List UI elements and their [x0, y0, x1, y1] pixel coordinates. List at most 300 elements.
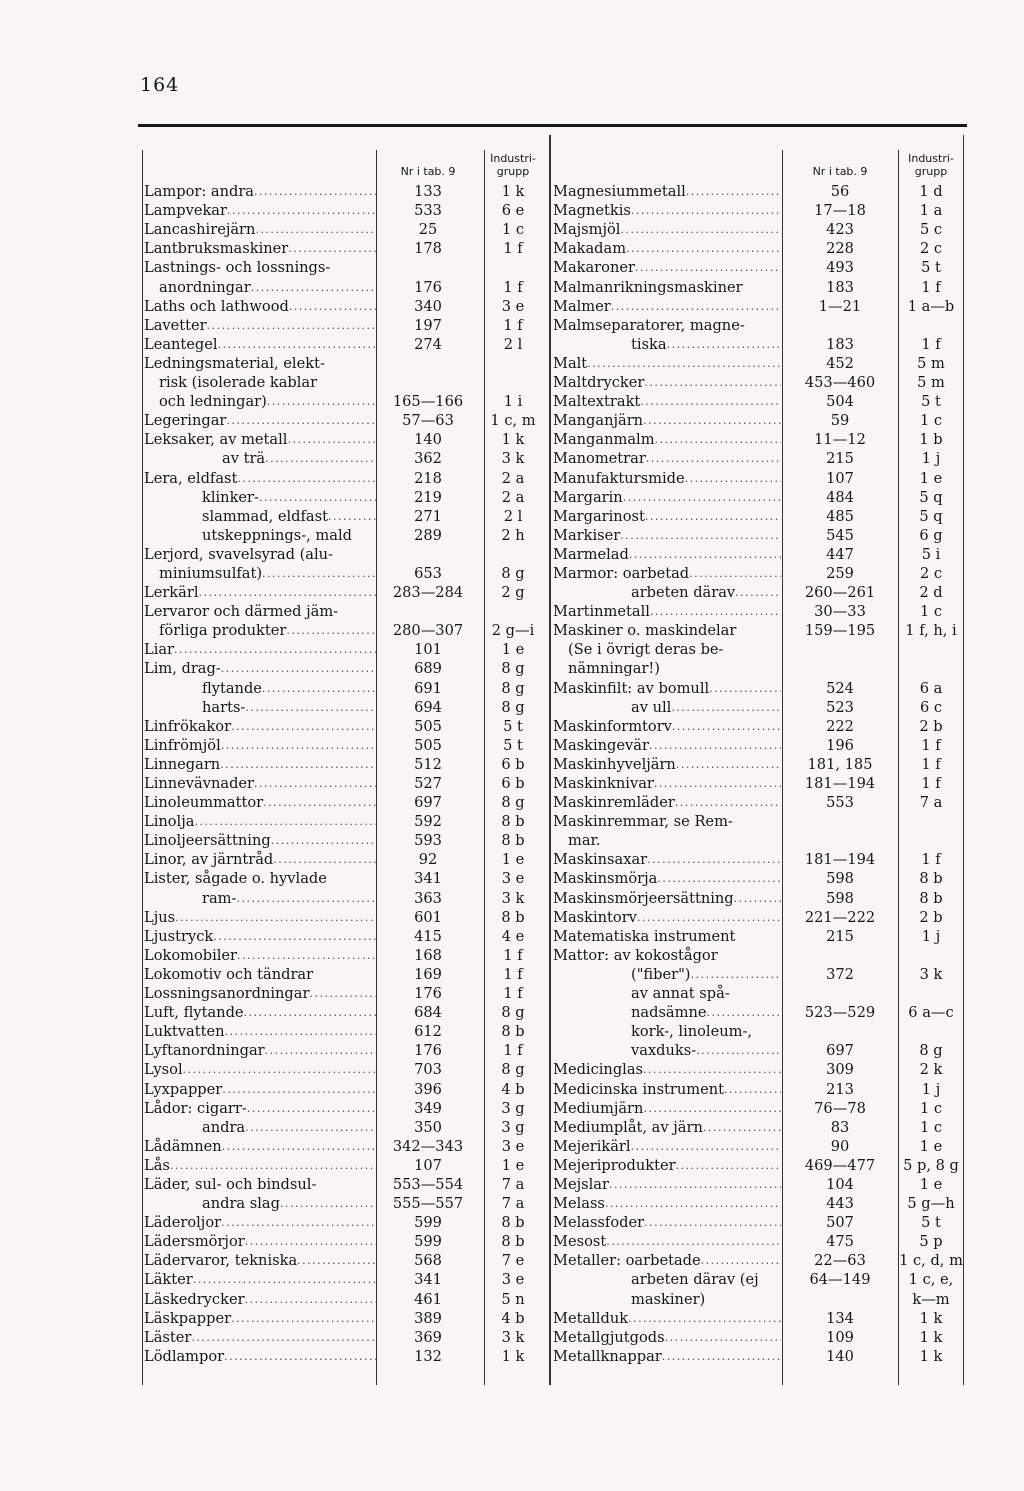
entry-nr: 694	[414, 698, 442, 716]
entry-nr: 17—18	[814, 202, 866, 220]
entry-grupp: 7 e	[501, 1252, 525, 1270]
entry-term-text: Ljustryck	[144, 927, 214, 945]
index-entry	[144, 927, 549, 946]
dot-leader	[254, 182, 376, 201]
entry-term-text: kork-, linoleum-,	[631, 1023, 753, 1041]
entry-term	[553, 583, 781, 602]
entry-term-text: andra	[202, 1118, 246, 1136]
entry-term	[144, 831, 376, 850]
entry-term	[144, 812, 376, 831]
left-header-nr: Nr i tab. 9	[400, 165, 456, 178]
entry-nr: 592	[414, 813, 442, 831]
dot-leader	[237, 946, 376, 965]
entry-term-text: Margarin	[553, 488, 623, 506]
index-entry	[144, 717, 549, 736]
entry-term	[144, 774, 376, 793]
entry-grupp: 2 a	[501, 469, 525, 487]
entry-grupp: 1 b	[919, 431, 943, 449]
entry-term	[144, 258, 376, 277]
entry-grupp: 2 h	[501, 526, 525, 544]
entry-term-text: Lossningsanordningar	[144, 985, 310, 1003]
entry-term-text: Magnetkis	[553, 202, 631, 220]
entry-grupp: 6 a	[919, 679, 943, 697]
entry-nr: 505	[414, 717, 442, 735]
entry-grupp: 3 k	[501, 889, 525, 907]
entry-nr: 568	[414, 1252, 442, 1270]
entry-term-text: Legeringar	[144, 412, 227, 430]
entry-term-text: Majsmjöl	[553, 221, 621, 239]
index-entry	[144, 373, 549, 392]
entry-nr: 553	[826, 794, 854, 812]
entry-nr: 475	[826, 1233, 854, 1251]
entry-term	[553, 201, 781, 220]
dot-leader	[657, 869, 781, 888]
entry-term	[144, 908, 376, 927]
index-entry	[553, 1289, 965, 1308]
entry-nr: 461	[414, 1290, 442, 1308]
entry-nr: 283—284	[392, 584, 464, 602]
entry-term	[553, 869, 781, 888]
entry-grupp: 8 b	[501, 1233, 525, 1251]
dot-leader	[265, 1041, 376, 1060]
entry-term	[553, 984, 781, 1003]
dot-leader	[231, 1309, 376, 1328]
entry-nr: 176	[414, 1042, 442, 1060]
entry-term-text: Lancashirejärn	[144, 221, 256, 239]
entry-nr: 342—343	[392, 1137, 464, 1155]
left-header-row	[144, 140, 549, 182]
entry-term	[144, 1213, 376, 1232]
entry-grupp: 1 f	[503, 965, 523, 983]
entry-term-text: nadsämne	[631, 1004, 707, 1022]
entry-term-text: (Se i övrigt deras be-	[568, 641, 724, 659]
index-entry	[144, 1194, 549, 1213]
entry-grupp: 5 t	[921, 1214, 941, 1232]
entry-term-text: Mejerikärl	[553, 1137, 631, 1155]
entry-nr: 485	[826, 507, 854, 525]
entry-nr: 362	[414, 450, 442, 468]
index-entry	[144, 1270, 549, 1289]
entry-term-text: Lister, sågade o. hyvlade	[144, 870, 327, 888]
entry-term-text: Liar	[144, 641, 175, 659]
entry-term	[553, 1251, 781, 1270]
index-entry	[144, 564, 549, 583]
entry-grupp: 5 p, 8 g	[903, 1156, 959, 1174]
entry-grupp: 2 b	[919, 717, 943, 735]
dot-leader	[237, 469, 376, 488]
entry-nr: 524	[826, 679, 854, 697]
entry-grupp: 8 b	[501, 832, 525, 850]
entry-term-text: Lödlampor	[144, 1347, 225, 1365]
entry-grupp: 1 k	[501, 431, 525, 449]
entry-grupp: k—m	[912, 1290, 950, 1308]
index-entry	[144, 602, 549, 621]
entry-term	[553, 1347, 781, 1366]
dot-leader	[662, 1347, 781, 1366]
rule-right-nr	[898, 150, 899, 1385]
dot-leader	[236, 889, 376, 908]
dot-leader	[251, 278, 376, 297]
entry-term-text: Martinmetall	[553, 603, 650, 621]
entry-term-text: arbeten därav (ej	[631, 1271, 759, 1289]
entry-grupp: 8 b	[501, 1023, 525, 1041]
entry-term	[553, 1290, 781, 1309]
entry-nr: 196	[826, 736, 854, 754]
entry-term	[144, 1347, 376, 1366]
entry-nr: 493	[826, 259, 854, 277]
entry-term	[553, 793, 781, 812]
entry-term-text: harts-	[202, 698, 246, 716]
rule-left-edge	[142, 150, 143, 1385]
entry-term	[144, 850, 376, 869]
entry-grupp: 5 i	[921, 545, 941, 563]
entry-nr: 260—261	[804, 584, 876, 602]
entry-grupp: 1 c, m	[490, 412, 536, 430]
entry-nr: 22—63	[814, 1252, 866, 1270]
entry-grupp: 3 k	[501, 1328, 525, 1346]
entry-grupp: 3 k	[501, 450, 525, 468]
dot-leader	[623, 488, 781, 507]
entry-nr: 228	[826, 240, 854, 258]
entry-nr: 1—21	[818, 297, 862, 315]
entry-grupp: 8 b	[501, 908, 525, 926]
index-entry	[144, 908, 549, 927]
entry-term	[144, 927, 376, 946]
index-entry	[144, 850, 549, 869]
dot-leader	[707, 1003, 781, 1022]
index-entry	[553, 1251, 965, 1270]
entry-term-text: Läderoljor	[144, 1214, 222, 1232]
index-entry	[144, 736, 549, 755]
index-entry	[144, 1213, 549, 1232]
entry-term	[144, 1270, 376, 1289]
entry-term	[144, 182, 376, 201]
entry-term	[553, 1213, 781, 1232]
entry-grupp: 1 j	[921, 1080, 941, 1098]
entry-term-text: Linfrömjöl	[144, 736, 221, 754]
entry-term	[553, 488, 781, 507]
entry-nr: 469—477	[804, 1156, 876, 1174]
entry-grupp: 3 g	[501, 1118, 525, 1136]
entry-nr: 134	[826, 1309, 854, 1327]
entry-nr: 213	[826, 1080, 854, 1098]
entry-term	[144, 220, 376, 239]
entry-grupp: 2 g	[501, 584, 525, 602]
entry-term	[553, 1156, 781, 1175]
entry-nr: 56	[830, 183, 850, 201]
entry-grupp: 5 g—h	[907, 1195, 955, 1213]
index-entry	[144, 1175, 549, 1194]
index-entry	[144, 335, 549, 354]
entry-term-text: Marmor: oarbetad	[553, 564, 690, 582]
entry-nr: 30—33	[814, 603, 866, 621]
entry-term-text: Maskinsmörja	[553, 870, 658, 888]
page-number: 164	[140, 74, 180, 96]
index-entry	[553, 1099, 965, 1118]
entry-term	[553, 946, 781, 965]
dot-leader	[222, 1080, 376, 1099]
entry-grupp: 6 c	[919, 698, 943, 716]
entry-term	[144, 1003, 376, 1022]
entry-term	[553, 1080, 781, 1099]
entry-grupp: 8 g	[501, 564, 525, 582]
entry-term-text: Metaller: oarbetade	[553, 1252, 701, 1270]
entry-term	[553, 258, 781, 277]
dot-leader	[645, 507, 781, 526]
index-entry	[553, 812, 965, 831]
entry-term	[553, 736, 781, 755]
entry-term-text: Metallknappar	[553, 1347, 662, 1365]
entry-term-text: Maskingevär	[553, 736, 649, 754]
entry-term	[553, 392, 781, 411]
dot-leader	[287, 430, 376, 449]
entry-term-text: maskiner)	[631, 1290, 706, 1308]
dot-leader	[640, 392, 781, 411]
entry-nr: 169	[414, 965, 442, 983]
index-entry	[553, 984, 965, 1003]
left-entries	[144, 182, 549, 1366]
dot-leader	[221, 659, 376, 678]
entry-term	[553, 564, 781, 583]
entry-grupp: 6 a—c	[908, 1004, 954, 1022]
entry-nr: 165—166	[392, 393, 464, 411]
entry-term	[144, 335, 376, 354]
index-entry	[553, 1118, 965, 1137]
entry-term	[144, 1175, 376, 1194]
dot-leader	[191, 1328, 376, 1347]
index-entry	[144, 1003, 549, 1022]
entry-grupp: 5 n	[501, 1290, 525, 1308]
index-entry	[144, 468, 549, 487]
entry-grupp: 2 c	[919, 240, 943, 258]
entry-term	[144, 392, 376, 411]
index-entry	[553, 1003, 965, 1022]
entry-term	[144, 564, 376, 583]
entry-term	[144, 965, 376, 984]
dot-leader	[676, 1156, 781, 1175]
entry-grupp: 1 f	[921, 851, 941, 869]
entry-grupp: 1 k	[919, 1309, 943, 1327]
index-entry	[553, 1156, 965, 1175]
entry-term	[553, 1232, 781, 1251]
index-entry	[553, 1347, 965, 1366]
entry-term-text: Maskintorv	[553, 908, 637, 926]
entry-nr: 59	[830, 412, 850, 430]
entry-grupp: 5 c	[919, 221, 943, 239]
entry-term-text: förliga produkter	[159, 622, 287, 640]
index-entry	[144, 984, 549, 1003]
entry-nr: 553—554	[392, 1175, 464, 1193]
entry-term	[553, 182, 781, 201]
entry-nr: 484	[826, 488, 854, 506]
dot-leader	[631, 1137, 781, 1156]
entry-term	[553, 278, 781, 297]
dot-leader	[193, 1270, 376, 1289]
dot-leader	[309, 984, 376, 1003]
index-entry	[553, 373, 965, 392]
entry-term-text: Makadam	[553, 240, 627, 258]
index-entry	[553, 1022, 965, 1041]
entry-term-text: Lås	[144, 1156, 170, 1174]
entry-term	[144, 1232, 376, 1251]
entry-grupp: 7 a	[501, 1195, 525, 1213]
index-entry	[553, 354, 965, 373]
index-entry	[144, 755, 549, 774]
entry-term-text: Mejslar	[553, 1175, 609, 1193]
entry-term-text: av annat spå-	[631, 985, 730, 1003]
index-entry	[553, 1328, 965, 1347]
entry-grupp: 1 f	[921, 736, 941, 754]
entry-grupp: 1 c	[919, 412, 943, 430]
index-entry	[553, 564, 965, 583]
dot-leader	[183, 1060, 376, 1079]
entry-term	[553, 812, 781, 831]
entry-term-text: Lantbruksmaskiner	[144, 240, 289, 258]
entry-grupp: 1 k	[919, 1328, 943, 1346]
dot-leader	[245, 1232, 376, 1251]
entry-grupp: 1 e	[501, 1156, 525, 1174]
dot-leader	[218, 335, 376, 354]
entry-term-text: Lådämnen	[144, 1137, 222, 1155]
entry-nr: 176	[414, 278, 442, 296]
entry-nr: 593	[414, 832, 442, 850]
index-entry	[553, 468, 965, 487]
entry-term	[553, 1328, 781, 1347]
entry-term	[144, 659, 376, 678]
entry-term-text: Lera, eldfast	[144, 469, 238, 487]
dot-leader	[691, 965, 781, 984]
entry-term-text: Maskinfilt: av bomull	[553, 679, 710, 697]
entry-term-text: Metallgjutgods	[553, 1328, 665, 1346]
entry-nr: 555—557	[392, 1195, 464, 1213]
index-entry	[144, 392, 549, 411]
entry-nr: 599	[414, 1233, 442, 1251]
entry-term	[144, 201, 376, 220]
dot-leader	[631, 201, 781, 220]
entry-term-text: Medicinska instrument	[553, 1080, 725, 1098]
entry-nr: 523	[826, 698, 854, 716]
entry-nr: 372	[826, 965, 854, 983]
index-entry	[144, 545, 549, 564]
index-entry	[553, 965, 965, 984]
dot-leader	[225, 1022, 376, 1041]
entry-grupp: 7 a	[501, 1175, 525, 1193]
entry-grupp: 1 j	[921, 450, 941, 468]
entry-term	[144, 621, 376, 640]
dot-leader	[701, 1251, 781, 1270]
dot-leader	[170, 1156, 376, 1175]
entry-grupp: 1 i	[503, 393, 523, 411]
entry-nr: 280—307	[392, 622, 464, 640]
dot-leader	[654, 774, 781, 793]
entry-nr: 259	[826, 564, 854, 582]
entry-term	[144, 869, 376, 888]
entry-term-text: av trä	[222, 450, 266, 468]
entry-term-text: Malmanrikningsmaskiner	[553, 278, 743, 296]
index-entry	[553, 545, 965, 564]
entry-nr: 363	[414, 889, 442, 907]
entry-term	[553, 1194, 781, 1213]
index-entry	[553, 1309, 965, 1328]
entry-term-text: Matematiska instrument	[553, 927, 736, 945]
entry-grupp: 1 c	[501, 221, 525, 239]
entry-term	[144, 507, 376, 526]
entry-grupp: 4 b	[501, 1080, 525, 1098]
entry-nr: 101	[414, 641, 442, 659]
entry-grupp: 2 d	[919, 584, 943, 602]
index-entry	[553, 449, 965, 468]
dot-leader	[221, 1213, 376, 1232]
entry-term-text: nämningar!)	[568, 660, 660, 678]
entry-term	[553, 220, 781, 239]
entry-term-text: Linfrökakor	[144, 717, 232, 735]
entry-grupp: 1 f	[921, 278, 941, 296]
entry-term-text: Melassfoder	[553, 1214, 645, 1232]
right-header-grupp-text: Industri- grupp	[908, 152, 954, 178]
right-entries	[553, 182, 965, 1366]
entry-term-text: Maskinremmar, se Rem-	[553, 813, 733, 831]
dot-leader	[259, 488, 376, 507]
entry-grupp: 1 d	[919, 183, 943, 201]
entry-grupp: 6 b	[501, 775, 525, 792]
entry-term-text: Manganjärn	[553, 412, 644, 430]
entry-term-text: Mediumjärn	[553, 1099, 644, 1117]
index-entry	[144, 258, 549, 277]
entry-term-text: Luft, flytande	[144, 1004, 244, 1022]
entry-term	[144, 545, 376, 564]
dot-leader	[686, 182, 781, 201]
index-entry	[144, 869, 549, 888]
entry-grupp: 1 e	[919, 469, 943, 487]
entry-grupp: 6 b	[501, 755, 525, 773]
entry-term-text: Mejeriprodukter	[553, 1156, 676, 1174]
entry-term	[144, 1137, 376, 1156]
dot-leader	[224, 1347, 376, 1366]
entry-grupp: 5 q	[919, 507, 943, 525]
entry-term	[553, 1309, 781, 1328]
entry-grupp: 2 c	[919, 564, 943, 582]
index-entry	[144, 621, 549, 640]
index-entry	[553, 831, 965, 850]
entry-term	[144, 889, 376, 908]
entry-term	[144, 1041, 376, 1060]
entry-term	[144, 1060, 376, 1079]
entry-nr: 505	[414, 736, 442, 754]
entry-term	[553, 449, 781, 468]
dot-leader	[696, 1041, 781, 1060]
entry-nr: 222	[826, 717, 854, 735]
entry-grupp: 1 f	[503, 985, 523, 1003]
dot-leader	[289, 297, 376, 316]
entry-nr: 697	[826, 1042, 854, 1060]
entry-term-text: Lådor: cigarr-	[144, 1099, 247, 1117]
index-entry	[144, 1309, 549, 1328]
entry-term	[553, 545, 781, 564]
index-entry	[553, 602, 965, 621]
dot-leader	[222, 1137, 376, 1156]
dot-leader	[221, 736, 376, 755]
entry-nr: 57—63	[402, 412, 454, 430]
entry-term-text: Marmelad	[553, 545, 629, 563]
entry-term-text: slammad, eldfast	[202, 507, 328, 525]
dot-leader	[255, 220, 376, 239]
entry-nr: 25	[418, 221, 438, 239]
dot-leader	[271, 831, 376, 850]
entry-term	[144, 755, 376, 774]
entry-term-text: Lerkärl	[144, 584, 199, 602]
index-entry	[553, 430, 965, 449]
dot-leader	[194, 812, 376, 831]
